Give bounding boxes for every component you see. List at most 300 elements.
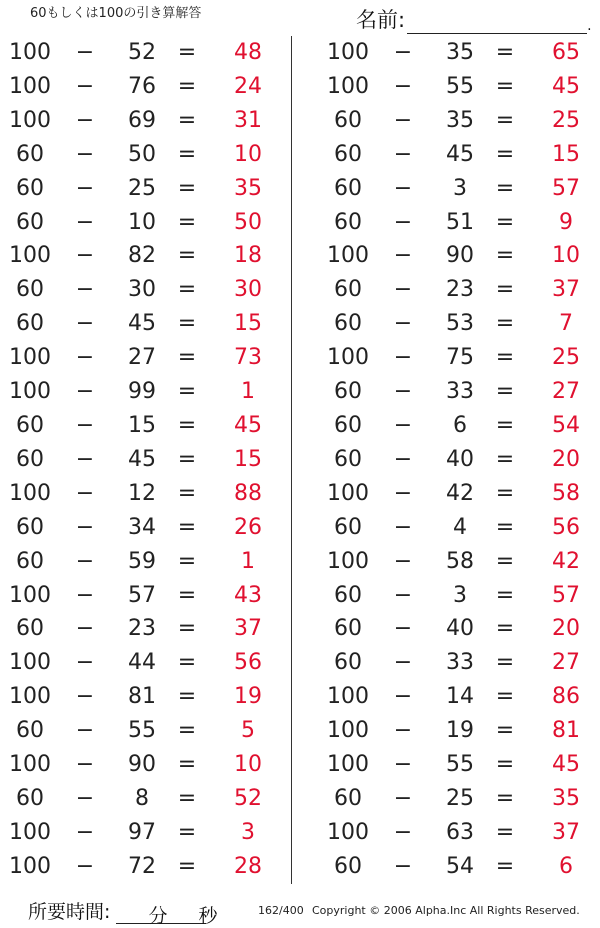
right-problem-column — [318, 36, 600, 884]
subtrahend: 19 — [446, 718, 474, 744]
answer: 56 — [234, 650, 262, 676]
answer: 6 — [559, 853, 573, 879]
minuend: 60 — [334, 141, 362, 167]
subtrahend: 55 — [128, 718, 156, 744]
equals-sign: = — [495, 107, 515, 133]
worksheet-title: 60もしくは100の引き算解答 — [30, 6, 202, 21]
problem-row — [318, 612, 600, 646]
answer: 24 — [234, 73, 262, 99]
minuend: 100 — [9, 40, 51, 65]
answer: 19 — [234, 684, 262, 710]
equals-sign: = — [495, 243, 515, 269]
minuend: 100 — [9, 752, 51, 778]
subtrahend: 15 — [128, 412, 156, 438]
minus-sign: − — [393, 73, 413, 99]
answer: 20 — [552, 446, 580, 472]
problem-row — [0, 443, 282, 477]
answer: 37 — [552, 277, 580, 303]
subtrahend: 42 — [446, 480, 474, 506]
minuend: 60 — [16, 548, 44, 574]
minuend: 100 — [327, 243, 369, 269]
name-field — [356, 4, 592, 34]
equals-sign: = — [495, 141, 515, 167]
equals-sign: = — [495, 345, 515, 371]
minuend: 60 — [16, 514, 44, 540]
problem-row — [318, 579, 600, 613]
minuend: 60 — [16, 412, 44, 438]
answer: 30 — [234, 277, 262, 303]
minus-sign: − — [393, 718, 413, 744]
subtrahend: 10 — [128, 209, 156, 235]
problem-row — [318, 748, 600, 782]
equals-sign: = — [495, 616, 515, 642]
subtrahend: 40 — [446, 446, 474, 472]
minuend: 60 — [16, 718, 44, 744]
subtrahend: 81 — [128, 684, 156, 710]
problem-row — [318, 782, 600, 816]
answer: 7 — [559, 311, 573, 337]
minus-sign: − — [75, 752, 95, 778]
minuend: 60 — [334, 785, 362, 811]
seconds-unit: 秒 — [198, 905, 218, 927]
minuend: 60 — [334, 175, 362, 201]
subtrahend: 3 — [453, 175, 467, 201]
minuend: 100 — [9, 650, 51, 676]
equals-sign: = — [177, 209, 197, 235]
minuend: 60 — [334, 209, 362, 235]
name-blank-line[interactable] — [407, 11, 587, 34]
minuend: 100 — [9, 684, 51, 710]
problem-row — [0, 612, 282, 646]
problem-row — [318, 850, 600, 884]
problem-row — [0, 307, 282, 341]
problem-row — [0, 239, 282, 273]
equals-sign: = — [177, 345, 197, 371]
equals-sign: = — [177, 752, 197, 778]
minuend: 100 — [327, 718, 369, 744]
problem-row — [0, 680, 282, 714]
minuend: 100 — [327, 819, 369, 845]
subtrahend: 34 — [128, 514, 156, 540]
problem-row — [318, 104, 600, 138]
minus-sign: − — [393, 40, 413, 65]
subtrahend: 99 — [128, 379, 156, 405]
answer: 86 — [552, 684, 580, 710]
subtrahend: 25 — [446, 785, 474, 811]
problem-row — [318, 307, 600, 341]
minuend: 60 — [334, 107, 362, 133]
minus-sign: − — [75, 480, 95, 506]
minus-sign: − — [75, 40, 95, 65]
equals-sign: = — [177, 853, 197, 879]
subtrahend: 59 — [128, 548, 156, 574]
minuend: 100 — [327, 345, 369, 371]
minus-sign: − — [393, 684, 413, 710]
equals-sign: = — [495, 446, 515, 472]
subtrahend: 97 — [128, 819, 156, 845]
subtrahend: 51 — [446, 209, 474, 235]
subtrahend: 69 — [128, 107, 156, 133]
equals-sign: = — [495, 853, 515, 879]
name-label: 名前: — [356, 8, 406, 32]
subtrahend: 55 — [446, 752, 474, 778]
problem-row — [0, 409, 282, 443]
answer: 26 — [234, 514, 262, 540]
subtrahend: 35 — [446, 107, 474, 133]
subtrahend: 54 — [446, 853, 474, 879]
problem-row — [0, 511, 282, 545]
minus-sign: − — [75, 209, 95, 235]
minus-sign: − — [75, 548, 95, 574]
minuend: 60 — [334, 379, 362, 405]
problem-row — [0, 341, 282, 375]
page-number: 162/400 — [258, 904, 304, 917]
answer: 37 — [234, 616, 262, 642]
answer: 15 — [234, 446, 262, 472]
minus-sign: − — [75, 379, 95, 405]
minuend: 60 — [334, 514, 362, 540]
subtrahend: 50 — [128, 141, 156, 167]
minus-sign: − — [393, 582, 413, 608]
problem-row — [0, 375, 282, 409]
equals-sign: = — [495, 311, 515, 337]
time-taken-label: 所要時間: — [28, 901, 111, 923]
minuend: 100 — [327, 684, 369, 710]
minus-sign: − — [393, 785, 413, 811]
minus-sign: − — [393, 379, 413, 405]
answer: 15 — [552, 141, 580, 167]
minuend: 100 — [9, 819, 51, 845]
problem-row — [318, 36, 600, 70]
problem-row — [318, 172, 600, 206]
minuend: 60 — [16, 141, 44, 167]
problem-row — [0, 36, 282, 70]
problem-row — [318, 409, 600, 443]
minus-sign: − — [75, 107, 95, 133]
name-trailing-mark: . — [587, 18, 592, 34]
minus-sign: − — [393, 277, 413, 303]
minus-sign: − — [393, 650, 413, 676]
minus-sign: − — [75, 853, 95, 879]
subtrahend: 35 — [446, 40, 474, 65]
equals-sign: = — [177, 650, 197, 676]
minuend: 100 — [327, 480, 369, 506]
problem-row — [0, 172, 282, 206]
answer: 25 — [552, 107, 580, 133]
answer: 45 — [552, 73, 580, 99]
subtrahend: 30 — [128, 277, 156, 303]
equals-sign: = — [495, 582, 515, 608]
problem-row — [318, 443, 600, 477]
problem-row — [0, 646, 282, 680]
minuend: 60 — [334, 582, 362, 608]
subtrahend: 45 — [446, 141, 474, 167]
answer: 3 — [241, 819, 255, 845]
equals-sign: = — [495, 175, 515, 201]
time-blank[interactable] — [116, 901, 218, 927]
answer: 56 — [552, 514, 580, 540]
equals-sign: = — [495, 209, 515, 235]
minus-sign: − — [75, 175, 95, 201]
answer: 45 — [552, 752, 580, 778]
problem-row — [0, 477, 282, 511]
subtrahend: 23 — [128, 616, 156, 642]
minus-sign: − — [75, 446, 95, 472]
minuend: 60 — [334, 412, 362, 438]
minus-sign: − — [75, 345, 95, 371]
equals-sign: = — [177, 73, 197, 99]
problem-row — [0, 748, 282, 782]
equals-sign: = — [495, 684, 515, 710]
answer: 81 — [552, 718, 580, 744]
equals-sign: = — [495, 752, 515, 778]
minus-sign: − — [393, 311, 413, 337]
subtrahend: 75 — [446, 345, 474, 371]
minus-sign: − — [393, 616, 413, 642]
minus-sign: − — [393, 107, 413, 133]
equals-sign: = — [495, 412, 515, 438]
minuend: 60 — [334, 616, 362, 642]
answer: 73 — [234, 345, 262, 371]
minus-sign: − — [393, 548, 413, 574]
problem-row — [0, 138, 282, 172]
equals-sign: = — [177, 446, 197, 472]
answer: 42 — [552, 548, 580, 574]
copyright-notice: Copyright © 2006 Alpha.Inc All Rights Reserved. — [312, 904, 580, 917]
minus-sign: − — [75, 311, 95, 337]
minuend: 100 — [327, 73, 369, 99]
answer: 27 — [552, 379, 580, 405]
answer: 58 — [552, 480, 580, 506]
problem-row — [318, 714, 600, 748]
minuend: 60 — [16, 616, 44, 642]
answer: 43 — [234, 582, 262, 608]
answer: 54 — [552, 412, 580, 438]
minuend: 60 — [16, 175, 44, 201]
equals-sign: = — [495, 40, 515, 65]
minuend: 100 — [9, 345, 51, 371]
minuend: 60 — [16, 277, 44, 303]
subtrahend: 27 — [128, 345, 156, 371]
problem-row — [318, 206, 600, 240]
equals-sign: = — [177, 616, 197, 642]
equals-sign: = — [177, 718, 197, 744]
minus-sign: − — [393, 141, 413, 167]
subtrahend: 25 — [128, 175, 156, 201]
minuend: 100 — [327, 548, 369, 574]
minuend: 100 — [327, 752, 369, 778]
subtrahend: 33 — [446, 379, 474, 405]
minus-sign: − — [393, 819, 413, 845]
subtrahend: 82 — [128, 243, 156, 269]
problem-row — [318, 545, 600, 579]
equals-sign: = — [177, 582, 197, 608]
minus-sign: − — [393, 243, 413, 269]
equals-sign: = — [495, 73, 515, 99]
minuend: 100 — [9, 853, 51, 879]
minuend: 100 — [9, 243, 51, 269]
minuend: 60 — [334, 650, 362, 676]
minus-sign: − — [75, 277, 95, 303]
equals-sign: = — [177, 819, 197, 845]
subtrahend: 23 — [446, 277, 474, 303]
answer: 57 — [552, 175, 580, 201]
answer: 18 — [234, 243, 262, 269]
answer: 50 — [234, 209, 262, 235]
subtrahend: 55 — [446, 73, 474, 99]
problem-row — [318, 273, 600, 307]
equals-sign: = — [495, 548, 515, 574]
equals-sign: = — [495, 650, 515, 676]
problem-row — [0, 206, 282, 240]
equals-sign: = — [177, 379, 197, 405]
equals-sign: = — [495, 480, 515, 506]
problem-row — [318, 680, 600, 714]
minuend: 60 — [16, 311, 44, 337]
minus-sign: − — [75, 650, 95, 676]
minuend: 60 — [334, 277, 362, 303]
problem-row — [318, 375, 600, 409]
minus-sign: − — [393, 853, 413, 879]
problem-row — [0, 273, 282, 307]
subtrahend: 76 — [128, 73, 156, 99]
minus-sign: − — [75, 141, 95, 167]
minus-sign: − — [393, 209, 413, 235]
minuend: 60 — [16, 209, 44, 235]
equals-sign: = — [495, 718, 515, 744]
subtrahend: 33 — [446, 650, 474, 676]
equals-sign: = — [177, 785, 197, 811]
subtrahend: 40 — [446, 616, 474, 642]
equals-sign: = — [495, 785, 515, 811]
subtrahend: 53 — [446, 311, 474, 337]
equals-sign: = — [177, 480, 197, 506]
subtrahend: 90 — [128, 752, 156, 778]
problem-row — [318, 511, 600, 545]
problem-row — [318, 646, 600, 680]
equals-sign: = — [495, 277, 515, 303]
answer: 20 — [552, 616, 580, 642]
answer: 27 — [552, 650, 580, 676]
minus-sign: − — [75, 514, 95, 540]
answer: 5 — [241, 718, 255, 744]
minus-sign: − — [75, 412, 95, 438]
answer: 37 — [552, 819, 580, 845]
subtrahend: 72 — [128, 853, 156, 879]
problem-row — [0, 850, 282, 884]
minus-sign: − — [75, 684, 95, 710]
minuend: 60 — [334, 311, 362, 337]
minuend: 60 — [16, 785, 44, 811]
time-taken-field — [28, 897, 218, 927]
equals-sign: = — [177, 684, 197, 710]
minus-sign: − — [393, 345, 413, 371]
minus-sign: − — [75, 243, 95, 269]
answer: 88 — [234, 480, 262, 506]
problem-row — [0, 714, 282, 748]
minus-sign: − — [75, 819, 95, 845]
problem-row — [0, 104, 282, 138]
minus-sign: − — [75, 616, 95, 642]
answer: 28 — [234, 853, 262, 879]
problem-row — [0, 816, 282, 850]
subtrahend: 58 — [446, 548, 474, 574]
answer: 10 — [234, 752, 262, 778]
equals-sign: = — [495, 514, 515, 540]
answer: 35 — [552, 785, 580, 811]
equals-sign: = — [177, 311, 197, 337]
answer: 57 — [552, 582, 580, 608]
answer: 10 — [552, 243, 580, 269]
problem-row — [318, 239, 600, 273]
subtrahend: 44 — [128, 650, 156, 676]
subtrahend: 90 — [446, 243, 474, 269]
left-problem-column — [0, 36, 282, 884]
minus-sign: − — [75, 73, 95, 99]
subtrahend: 3 — [453, 582, 467, 608]
problem-row — [318, 816, 600, 850]
subtrahend: 45 — [128, 446, 156, 472]
minus-sign: − — [75, 718, 95, 744]
equals-sign: = — [177, 548, 197, 574]
subtrahend: 8 — [135, 785, 149, 811]
minus-sign: − — [393, 412, 413, 438]
answer: 31 — [234, 107, 262, 133]
answer: 10 — [234, 141, 262, 167]
equals-sign: = — [177, 40, 197, 65]
minuend: 100 — [9, 107, 51, 133]
problem-row — [0, 545, 282, 579]
equals-sign: = — [495, 379, 515, 405]
subtrahend: 12 — [128, 480, 156, 506]
answer: 35 — [234, 175, 262, 201]
answer: 45 — [234, 412, 262, 438]
answer: 48 — [234, 40, 262, 65]
minutes-unit: 分 — [148, 905, 168, 927]
equals-sign: = — [177, 412, 197, 438]
subtrahend: 57 — [128, 582, 156, 608]
minus-sign: − — [393, 752, 413, 778]
equals-sign: = — [177, 243, 197, 269]
minus-sign: − — [75, 785, 95, 811]
answer: 15 — [234, 311, 262, 337]
subtrahend: 52 — [128, 40, 156, 65]
answer: 1 — [241, 548, 255, 574]
answer: 25 — [552, 345, 580, 371]
problem-row — [0, 70, 282, 104]
problem-row — [318, 341, 600, 375]
answer: 9 — [559, 209, 573, 235]
minuend: 60 — [334, 853, 362, 879]
equals-sign: = — [177, 514, 197, 540]
minuend: 100 — [9, 480, 51, 506]
subtrahend: 45 — [128, 311, 156, 337]
equals-sign: = — [177, 141, 197, 167]
minuend: 60 — [334, 446, 362, 472]
equals-sign: = — [495, 819, 515, 845]
minus-sign: − — [393, 480, 413, 506]
answer: 65 — [552, 40, 580, 65]
subtrahend: 14 — [446, 684, 474, 710]
answer: 52 — [234, 785, 262, 811]
subtrahend: 6 — [453, 412, 467, 438]
equals-sign: = — [177, 175, 197, 201]
subtrahend: 63 — [446, 819, 474, 845]
problem-row — [318, 138, 600, 172]
minuend: 100 — [9, 379, 51, 405]
problem-row — [318, 70, 600, 104]
equals-sign: = — [177, 277, 197, 303]
